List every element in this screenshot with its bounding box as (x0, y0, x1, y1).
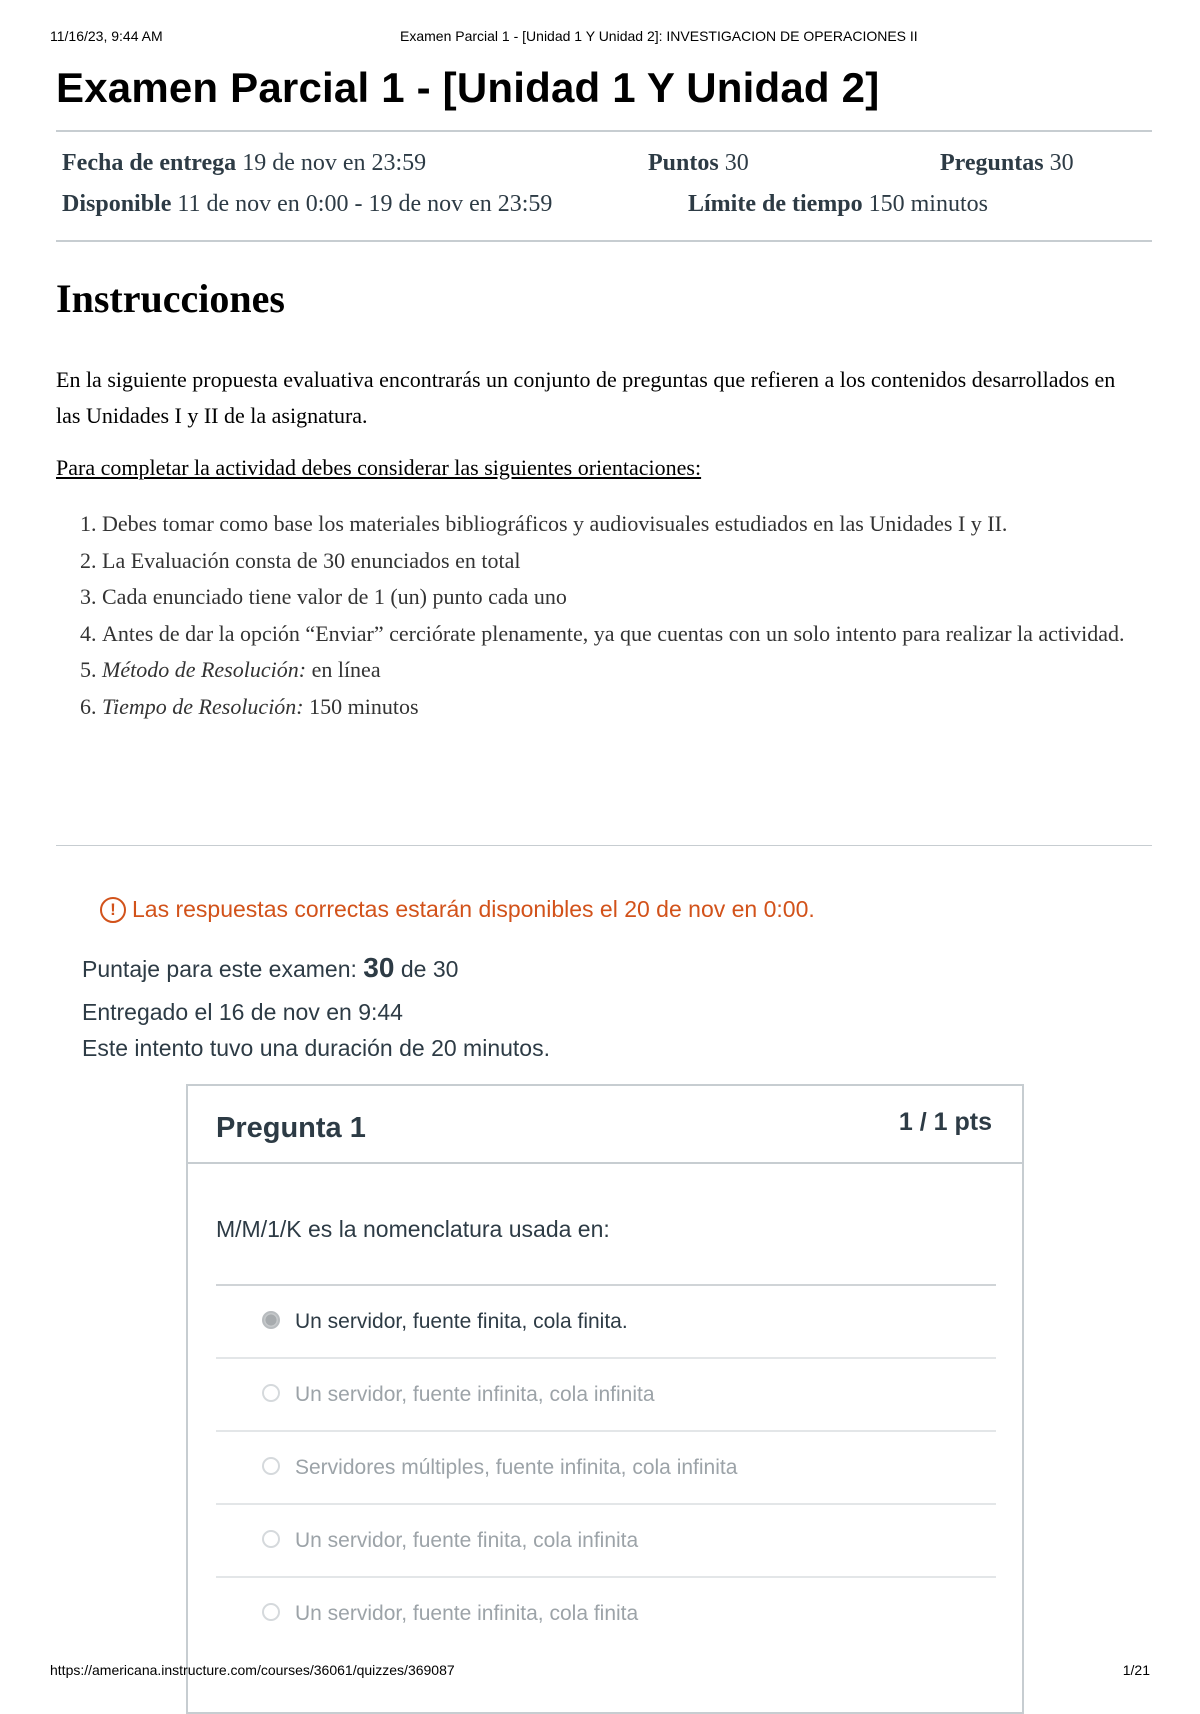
radio-selected-icon[interactable] (262, 1311, 280, 1329)
print-footer (50, 1662, 1150, 1682)
method-value: en línea (306, 657, 381, 682)
print-url: https://americana.instructure.com/courses/36061/quizzes/369087 (50, 1662, 455, 1678)
instruction-item (102, 652, 1192, 689)
score-suffix: de 30 (394, 956, 459, 982)
print-page-title: Examen Parcial 1 - [Unidad 1 Y Unidad 2]: INVESTIGACION DE OPERACIONES II (400, 28, 918, 44)
score-line (82, 952, 458, 984)
question-text: M/M/1/K es la nomenclatura usada en: (216, 1216, 610, 1242)
alert-icon: ! (100, 897, 126, 923)
instructions-list (56, 506, 1192, 725)
divider (56, 845, 1152, 846)
instruction-item: 2. La Evaluación consta de 30 enunciados en total (102, 543, 1192, 580)
answer-label: Servidores múltiples, fuente infinita, cola infinita (295, 1456, 738, 1479)
instruction-item (102, 689, 1192, 726)
instructions-subheading: Para completar la actividad debes considerar las siguientes orientaciones: (56, 455, 702, 480)
time-limit (688, 191, 988, 218)
available-range (62, 191, 552, 218)
instructions-title: Instrucciones (56, 276, 285, 321)
available-value: 11 de nov en 0:00 - 19 de nov en 23:59 (177, 191, 553, 217)
answer-label: Un servidor, fuente finita, cola infinita (295, 1529, 639, 1552)
divider (56, 130, 1152, 132)
questions-count (940, 150, 1074, 177)
points (648, 150, 749, 177)
time-limit-value: 150 minutos (868, 191, 988, 217)
question-title: Pregunta 1 (216, 1112, 366, 1144)
due-date-label: Fecha de entrega (62, 150, 237, 176)
time-label: Tiempo de Resolución: (102, 693, 304, 719)
answer-label: Un servidor, fuente infinita, cola finita (295, 1602, 639, 1625)
points-label: Puntos (648, 150, 719, 176)
answer-label: Un servidor, fuente finita, cola finita. (295, 1310, 628, 1333)
answer-list (216, 1284, 996, 1649)
notice-text: Las respuestas correctas estarán disponibles el 20 de nov en 0:00. (132, 896, 815, 922)
score-value: 30 (363, 952, 395, 983)
quiz-title: Examen Parcial 1 - [Unidad 1 Y Unidad 2] (56, 64, 880, 111)
answer-label: Un servidor, fuente infinita, cola infinita (295, 1383, 655, 1406)
answer-option[interactable] (216, 1576, 996, 1649)
due-date (62, 150, 426, 177)
answer-option[interactable] (216, 1284, 996, 1357)
divider (56, 240, 1152, 242)
radio-icon[interactable] (262, 1530, 280, 1548)
instructions-intro: En la siguiente propuesta evaluativa encontrarás un conjunto de preguntas que refieren a los contenidos desarrollados en las Unidades I y II de la asignatura. (56, 367, 1116, 428)
method-label: Método de Resolución: (102, 657, 307, 682)
time-limit-label: Límite de tiempo (688, 191, 863, 217)
instruction-item: 3. Cada enunciado tiene valor de 1 (un) punto cada uno (102, 579, 1192, 616)
answer-option[interactable] (216, 1503, 996, 1576)
available-label: Disponible (62, 191, 172, 217)
radio-icon[interactable] (262, 1457, 280, 1475)
instruction-item: 1. Debes tomar como base los materiales bibliográficos y audiovisuales estudiados en las Unidades I y II. (102, 506, 1192, 543)
print-page-number: 1/21 (1122, 1662, 1150, 1678)
radio-icon[interactable] (262, 1603, 280, 1621)
answer-option[interactable] (216, 1430, 996, 1503)
answers-availability-notice (100, 896, 815, 923)
duration-line: Este intento tuvo una duración de 20 minutos. (82, 1035, 550, 1061)
question-points: 1 / 1 pts (898, 1108, 992, 1136)
instruction-item: 4. Antes de dar la opción “Enviar” cerciórate plenamente, ya que cuentas con un solo intento para realizar la actividad. (102, 616, 1192, 653)
question-card (186, 1084, 1024, 1714)
print-datetime: 11/16/23, 9:44 AM (50, 28, 163, 44)
submitted-line: Entregado el 16 de nov en 9:44 (82, 999, 403, 1025)
points-value: 30 (724, 150, 749, 176)
questions-label: Preguntas (940, 150, 1044, 176)
answer-option[interactable] (216, 1357, 996, 1430)
due-date-value: 19 de nov en 23:59 (242, 150, 427, 176)
score-prefix: Puntaje para este examen: (82, 956, 364, 982)
questions-value: 30 (1049, 150, 1074, 176)
question-header (188, 1086, 1022, 1164)
print-header (50, 28, 1150, 48)
time-value: 150 minutos (303, 693, 419, 719)
radio-icon[interactable] (262, 1384, 280, 1402)
